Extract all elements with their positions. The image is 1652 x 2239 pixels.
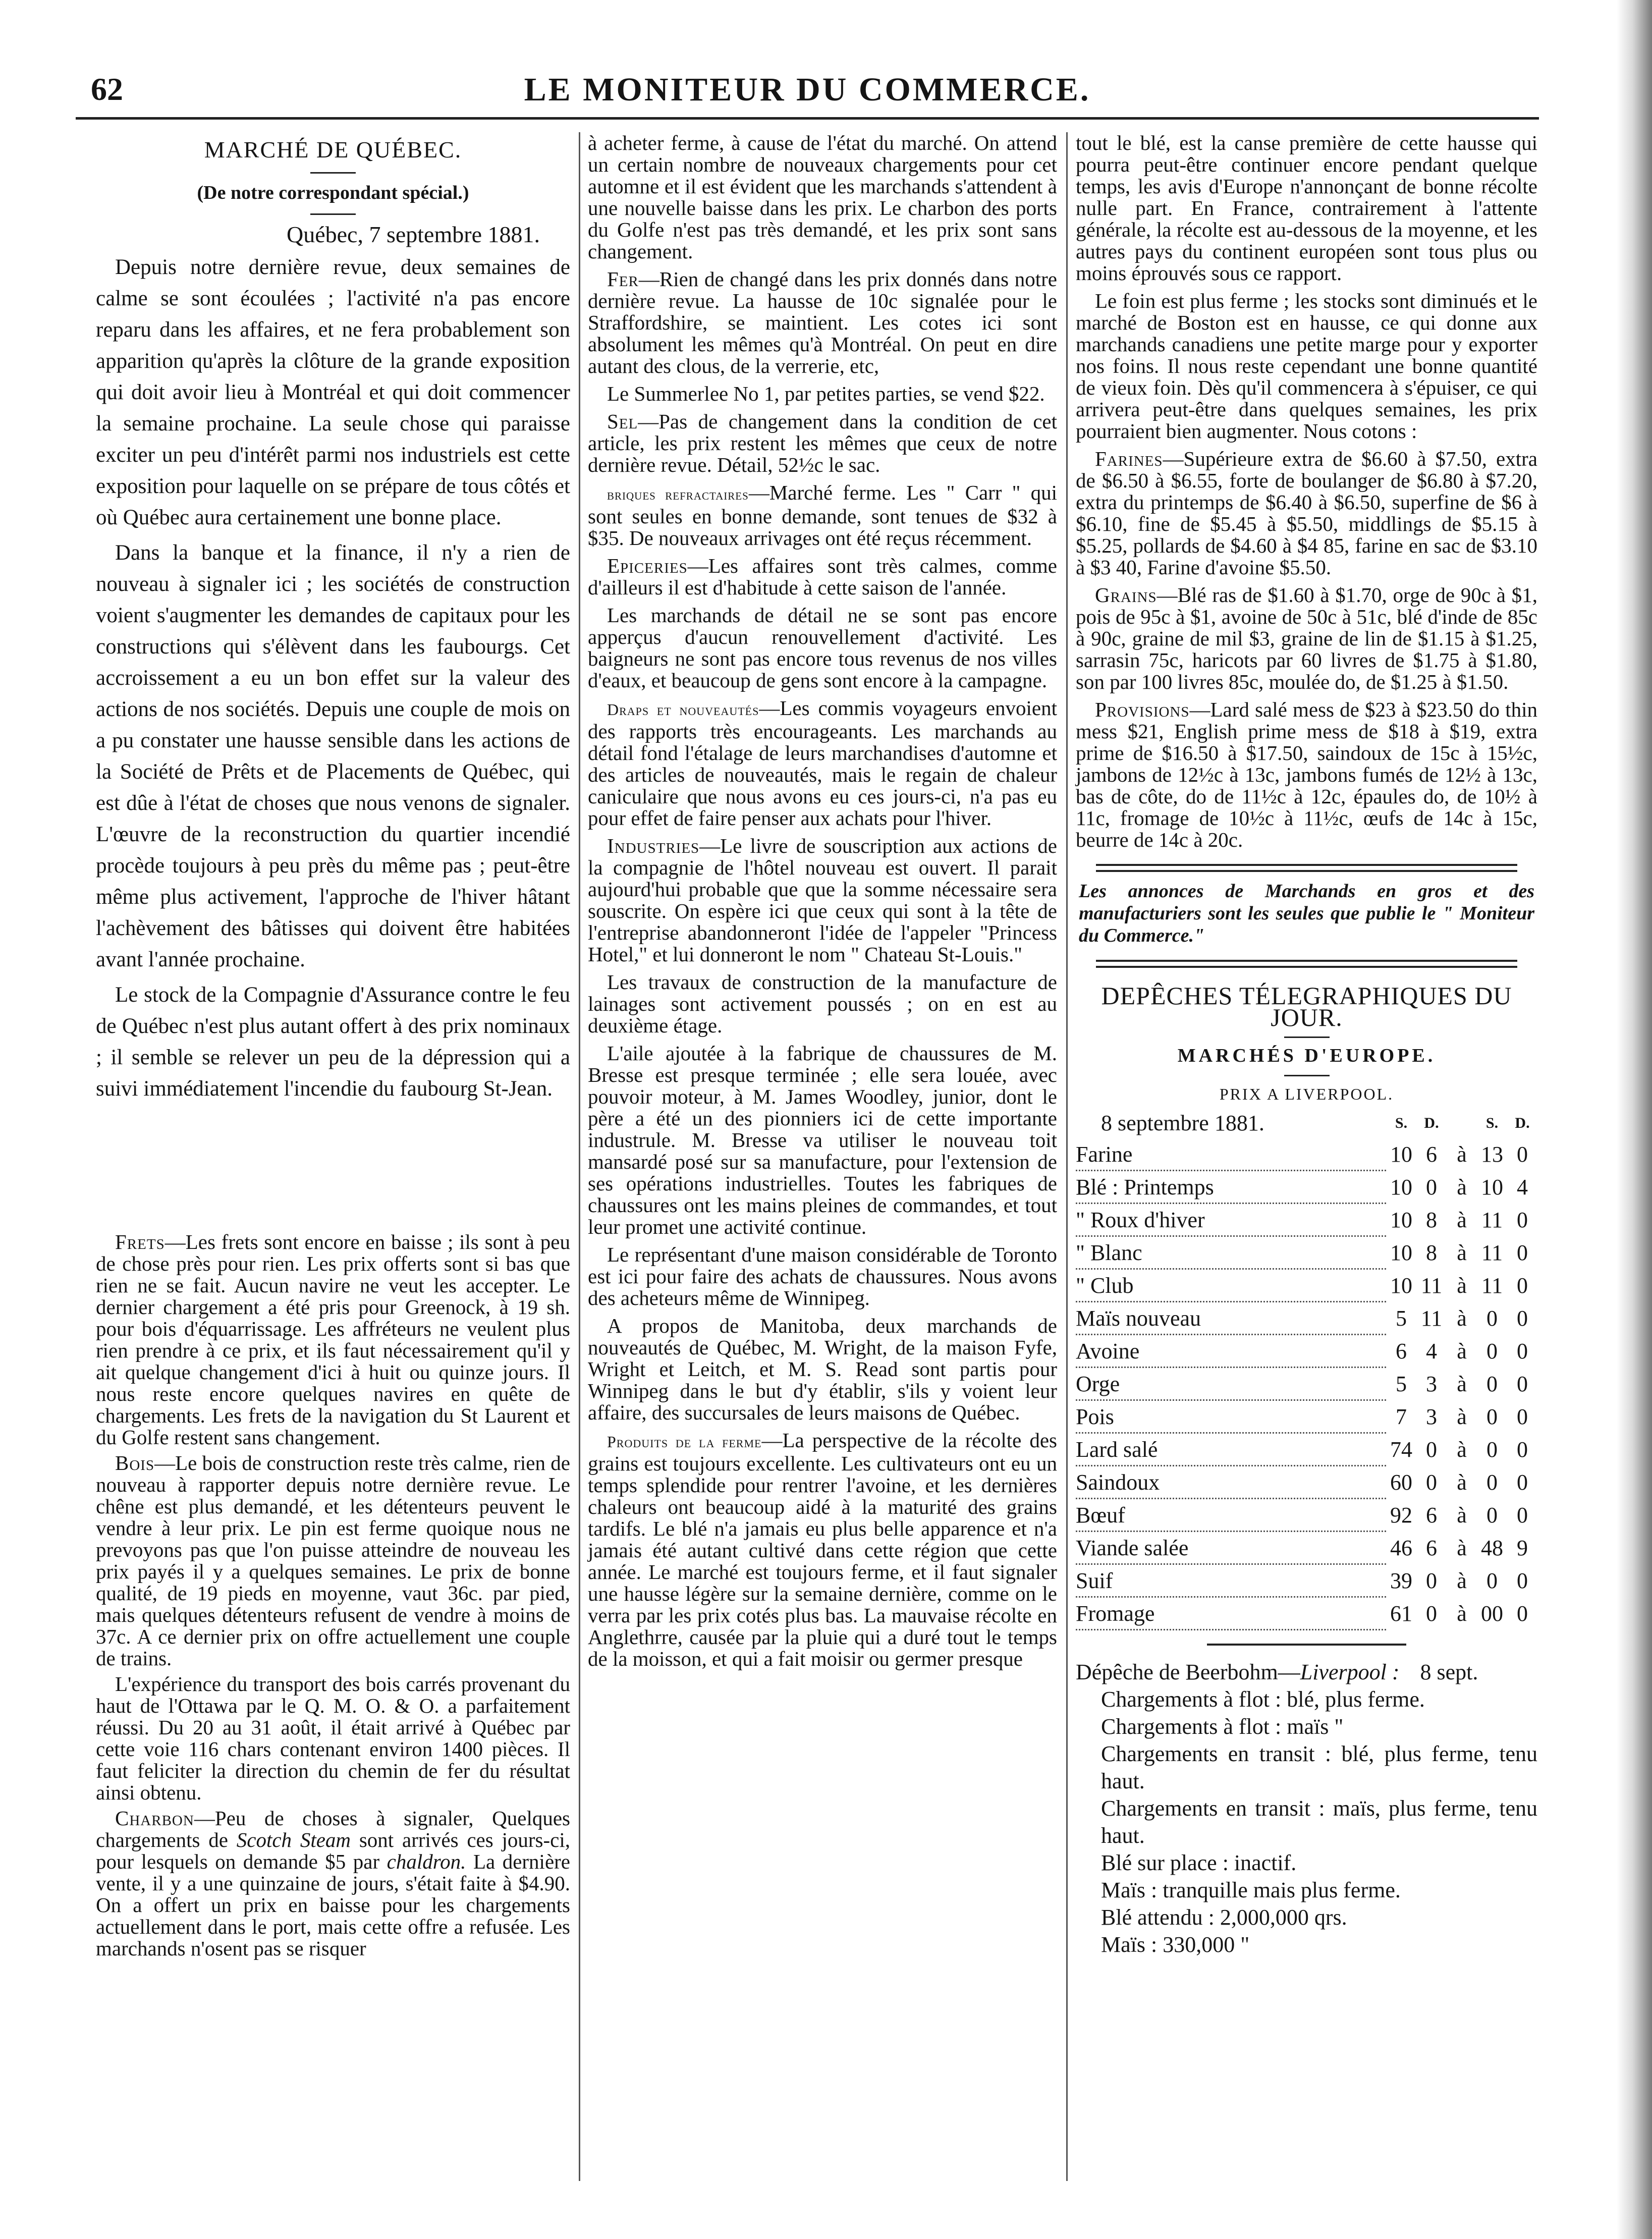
section-text: La dernière vente, il y a une quinzaine de jours, s'était faite à $4.90. On a offert un prix en baisse pour les chargements actuellement dans le port, mais cette offre a refusée. Les marchands n'osent pas se risquer [96, 1850, 570, 1960]
paragraph-provisions [1076, 699, 1537, 851]
price-pence: 11 [1420, 1273, 1443, 1298]
short-rule [1207, 1644, 1406, 1646]
section-text: —Blé ras de $1.60 à $1.70, orge de 90c à $1, pois de 95c à $1, avoine de 50c à 51c, blé d'inde de 85c à 90c, graine de mil $3, graine de lin de $1.15 à $1.25, sarrasin 75c, haricots par 60 livres de $1.75 à $1.80, son par 100 livres 85c, moulée do, de $1.25 à $1.50. [1076, 583, 1537, 693]
article-subtitle: (De notre correspondant spécial.) [197, 182, 469, 203]
liverpool-prices-title: PRIX A LIVERPOOL. [1219, 1085, 1394, 1103]
price-separator: à [1457, 1371, 1467, 1396]
price-separator: à [1457, 1568, 1467, 1593]
price-shillings: 0 [1486, 1502, 1498, 1527]
price-row [1076, 1302, 1537, 1335]
commodity-name: Saindoux [1076, 1466, 1386, 1499]
price-shillings: 10 [1390, 1142, 1412, 1167]
price-shillings: 0 [1486, 1568, 1498, 1593]
price-shillings: 92 [1390, 1502, 1412, 1527]
section-text: —Pas de changement dans la condition de cet article, les prix restent les mêmes que ceux de notre dernière revue. Détail, 52½c le sac. [588, 410, 1057, 476]
price-pence: 8 [1426, 1207, 1437, 1232]
section-text: —Les affaires sont très calmes, comme d'ailleurs il est d'habitude à cette saison de l'année. [588, 554, 1057, 599]
price-pence: 6 [1426, 1502, 1437, 1527]
subtitle-rule [310, 213, 356, 215]
section-text: —Supérieure extra de $6.60 à $7.50, extra de $6.50 à $6.55, forte de boulanger de $6.80 à $7.20, extra du printemps de $6.40 à $6.50, superfine de $6 à $6.10, fine de $5.45 à $5.50, middlings de $5.15 à $5.25, pollards de $4.60 à $4 85, farine en sac de $3.10 à $3 40, Farine d'avoine $5.50. [1076, 447, 1537, 579]
paragraph-briques [588, 482, 1057, 549]
column-rule-2 [1066, 132, 1068, 2181]
section-head: Charbon [115, 1807, 194, 1830]
price-separator: à [1457, 1338, 1467, 1363]
section-head: Industries [607, 834, 700, 857]
price-separator: à [1457, 1142, 1467, 1167]
commodity-name: Suif [1076, 1564, 1386, 1597]
section-head: Grains [1095, 583, 1157, 607]
section-head: Fer [607, 267, 639, 291]
dispatch-heading: Dépêche de Beerbohm—Liverpool : 8 sept. [1076, 1660, 1478, 1684]
section-text: —La perspective de la récolte des grains est toujours excellente. Les cultivateurs ont eu un temps splendide pour rentrer l'avoine, et les dernières chaleurs ont beaucoup aidé à la maturité des grains tardifs. Le blé n'a jamais eu plus belle apparence et n'a jamais été autant cultivé dans cette région que cette année. Le marché est toujours ferme, et il faut signaler une hausse légère sur la semaine dernière, comme on le verra par les prix cotés plus bas. La mauvaise récolte en Anglethrre, causée par la pluie qui a duré tout le temps de la moisson, et qui a fait moisir ou germer presque [588, 1429, 1057, 1670]
price-pence: 0 [1517, 1273, 1528, 1298]
title-rule [310, 172, 356, 174]
europe-markets-title: MARCHÉS D'EUROPE. [1177, 1045, 1436, 1066]
section-text: —Le bois de construction reste très calme, rien de nouveau à rapporter depuis notre dernière revue. Le chêne est plus demandé, et les détenteurs peuvent le vendre à leur prix. Le pin est ferme quoique nous ne prevoyons pas que l'on puisse atteindre de nouveau les prix payés il y a quelques semaines. Le prix de bonne qualité, de 19 pieds en moyenne, vaut 36c. par pied, mais quelques détenteurs refusent de vendre à moins de 37c. A ce dernier prix on offre actuellement une couple de trains. [96, 1451, 570, 1670]
price-pence: 6 [1426, 1535, 1437, 1560]
section-text: —Les commis voyageurs envoient des rapports très encourageants. Les marchands au détail fond l'étalage de leurs marchandises d'automne et des articles de nouveautés, mais le regain de chaleur caniculaire que nous avons eu ces jours-ci, n'a pas eu pour effet de faire penser aux achats pour l'hiver. [588, 696, 1057, 830]
dispatch-line: Blé attendu : 2,000,000 qrs. [1101, 1905, 1347, 1930]
dispatch-line: Chargements à flot : blé, plus ferme. [1101, 1687, 1425, 1712]
price-separator: à [1457, 1174, 1467, 1199]
price-pence: 3 [1426, 1404, 1437, 1429]
paragraph: Le représentant d'une maison considérable de Toronto est ici pour faire des achats de chaussures. Nous avons des acheteurs même de Winnipeg. [588, 1243, 1057, 1309]
paragraph: A propos de Manitoba, deux marchands de nouveautés de Québec, M. Wright, de la maison Fyfe, Wright et Leitch, et M. S. Read sont partis pour Winnipeg dans le but d'y établir, s'ils y voient leur affaire, des succursales de leurs maisons de Québec. [588, 1314, 1057, 1424]
price-shillings: 0 [1486, 1371, 1498, 1396]
price-separator: à [1457, 1469, 1467, 1495]
italic-text: Scotch Steam [236, 1828, 351, 1851]
price-shillings: 10 [1390, 1240, 1412, 1265]
price-separator: à [1457, 1601, 1467, 1626]
paragraph-sel [588, 411, 1057, 476]
price-row [1076, 1236, 1537, 1269]
section-head: Frets [115, 1230, 165, 1253]
price-pence: 11 [1420, 1305, 1443, 1331]
price-pence: 0 [1517, 1371, 1528, 1396]
italic-text: chaldron. [387, 1850, 466, 1873]
commodity-name: Avoine [1076, 1335, 1386, 1368]
price-pence: 0 [1517, 1240, 1528, 1265]
price-shillings: 13 [1481, 1142, 1503, 1167]
price-row [1076, 1138, 1537, 1171]
commodity-name: Maïs nouveau [1076, 1302, 1386, 1335]
price-row [1076, 1532, 1537, 1564]
double-rule [1096, 864, 1517, 872]
dispatch-line: Blé sur place : inactif. [1101, 1850, 1297, 1875]
commodity-name: Farine [1076, 1138, 1386, 1171]
price-pence: 0 [1426, 1174, 1437, 1199]
column-header: D. [1424, 1114, 1439, 1131]
price-table [1076, 1107, 1537, 1630]
column-header: S. [1485, 1114, 1499, 1131]
section-head: briques refractaires [607, 486, 749, 503]
dispatch-line: Maïs : 330,000 " [1101, 1932, 1250, 1957]
price-pence: 0 [1517, 1207, 1528, 1232]
price-shillings: 0 [1486, 1338, 1498, 1363]
price-row [1076, 1269, 1537, 1302]
price-pence: 0 [1517, 1305, 1528, 1331]
price-shillings: 5 [1396, 1371, 1407, 1396]
price-row [1076, 1171, 1537, 1204]
price-pence: 4 [1426, 1338, 1437, 1363]
price-shillings: 7 [1396, 1404, 1407, 1429]
price-shillings: 11 [1481, 1240, 1503, 1265]
paragraph-frets [96, 1231, 570, 1448]
column-1-lower [96, 1231, 570, 1963]
section-text: —Le livre de souscription aux actions de la compagnie de l'hôtel nouveau est ouvert. Il parait aujourd'hui probable que que la somme nécessaire sera souscrite. On espère ici que ceux qui sont à la tête de l'entreprise abandonneront l'idée de l'appeler "Princess Hotel," et lui donneront le nom " Chateau St-Louis." [588, 834, 1057, 966]
double-rule [1096, 960, 1517, 968]
price-row [1076, 1335, 1537, 1368]
price-pence: 0 [1426, 1568, 1437, 1593]
paragraph-fer [588, 268, 1057, 377]
commodity-name: Bœuf [1076, 1499, 1386, 1532]
section-rule [1284, 1036, 1330, 1038]
paragraph: L'expérience du transport des bois carrés provenant du haut de l'Ottawa par le Q. M. O. & O. a parfaitement réussi. Du 20 au 31 août, il était arrivé à Québec par cette voie 116 chars contenant environ 1400 pièces. Il faut feliciter la direction du chemin de fer du résultat ainsi obtenu. [96, 1672, 570, 1804]
section-text: sont arrivés ces jours-ci, pour lesquels on demande $5 par [96, 1828, 570, 1873]
price-shillings: 10 [1481, 1174, 1503, 1199]
commodity-name: " Roux d'hiver [1076, 1204, 1386, 1236]
price-shillings: 11 [1481, 1207, 1503, 1232]
paragraph: Le Summerlee No 1, par petites parties, se vend $22. [607, 382, 1045, 405]
price-shillings: 5 [1396, 1305, 1407, 1331]
section-head: Farines [1095, 447, 1163, 470]
price-row [1076, 1597, 1537, 1630]
commodity-name: " Blanc [1076, 1236, 1386, 1269]
section-head: Produits de la ferme [607, 1433, 762, 1451]
price-table-header [1076, 1107, 1537, 1138]
section-head: Provisions [1095, 698, 1190, 721]
price-separator: à [1457, 1535, 1467, 1560]
price-pence: 8 [1426, 1240, 1437, 1265]
section-head: Draps et nouveautés [607, 700, 759, 719]
price-row [1076, 1499, 1537, 1532]
commodity-name: " Club [1076, 1269, 1386, 1302]
price-pence: 0 [1517, 1142, 1528, 1167]
paragraph-grains [1076, 584, 1537, 693]
section-text: —Les frets sont encore en baisse ; ils sont à peu de chose près pour rien. Les prix offerts sont si bas que rien ne se fait. Aucun navire ne veut les accepter. Le dernier chargement a été pris pour Greenock, à 19 sh. pour bois d'équarrissage. Les affréteurs ne veulent plus rien prendre à ce prix, et ils faut nécessairement qu'il y ait quelque changement d'ici à huit ou quinze jours. Il nous reste encore quelques navires en quête de chargements. Les frets de la navigation du St Laurent et du Golfe restent sans changement. [96, 1230, 570, 1449]
paragraph: Le foin est plus ferme ; les stocks sont diminués et le marché de Boston est en hausse, ce qui donne aux marchands canadiens une petite marge pour y exporter nos foins. Il nous reste cependant une bonne quantité de vieux foin. Dès qu'il commencera à s'épuiser, ce qui arrivera peut-être dans quelques semaines, les prix pourraient bien augmenter. Nous cotons : [1076, 289, 1537, 443]
price-shillings: 10 [1390, 1273, 1412, 1298]
price-row [1076, 1466, 1537, 1499]
price-pence: 0 [1517, 1502, 1528, 1527]
page-number: 62 [91, 71, 123, 107]
price-shillings: 60 [1390, 1469, 1412, 1495]
paragraph: à acheter ferme, à cause de l'état du marché. On attend un certain nombre de nouveaux chargements pour cet automne et il est évident que les marchands s'attendent à une nouvelle baisse dans les prix. Le charbon des ports du Golfe n'est pas très demandé, et les prix sont sans changement. [588, 131, 1057, 263]
column-rule-1 [579, 132, 580, 2181]
price-pence: 0 [1517, 1601, 1528, 1626]
price-separator: à [1457, 1240, 1467, 1265]
column-header: D. [1515, 1114, 1530, 1131]
dispatch-line: Chargements en transit : blé, plus ferme, tenu haut. [1101, 1741, 1537, 1793]
price-shillings: 10 [1390, 1207, 1412, 1232]
price-row [1076, 1433, 1537, 1466]
paragraph-farines [1076, 448, 1537, 578]
header-rule [76, 117, 1539, 120]
price-pence: 0 [1426, 1437, 1437, 1462]
masthead: LE MONITEUR DU COMMERCE. [524, 71, 1091, 108]
column-2 [588, 132, 1057, 1676]
price-shillings: 6 [1396, 1338, 1407, 1363]
paragraph-bois [96, 1452, 570, 1669]
price-shillings: 39 [1390, 1568, 1412, 1593]
price-pence: 0 [1426, 1469, 1437, 1495]
beerbohm-dispatch [1076, 1659, 1537, 1958]
paragraph-charbon [96, 1808, 570, 1959]
price-pence: 0 [1517, 1568, 1528, 1593]
price-pence: 0 [1517, 1437, 1528, 1462]
commodity-name: Orge [1076, 1368, 1386, 1400]
price-shillings: 0 [1486, 1305, 1498, 1331]
price-separator: à [1457, 1207, 1467, 1232]
paragraph-draps [588, 697, 1057, 829]
price-separator: à [1457, 1305, 1467, 1331]
price-date: 8 septembre 1881. [1101, 1110, 1264, 1135]
commodity-name: Blé : Printemps [1076, 1171, 1386, 1204]
section-text: —Peu de choses à signaler, Quelques chargements de [96, 1807, 570, 1851]
section-text: —Rien de changé dans les prix donnés dans notre dernière revue. La hausse de 10c signalée pour le Straffordshire, se maintient. Les cotes ici sont absolument les mêmes qu'à Montréal. On peut en dire autant des clous, de la verrerie, etc, [588, 267, 1057, 377]
section-head: Bois [115, 1451, 155, 1475]
price-separator: à [1457, 1273, 1467, 1298]
price-shillings: 0 [1486, 1437, 1498, 1462]
price-pence: 4 [1517, 1174, 1528, 1199]
page-header [76, 66, 1539, 121]
price-row [1076, 1564, 1537, 1597]
price-separator: à [1457, 1404, 1467, 1429]
scan-edge-shadow [1617, 0, 1652, 2239]
paragraph-produits [588, 1430, 1057, 1670]
price-shillings: 61 [1390, 1601, 1412, 1626]
paragraph-epiceries [588, 555, 1057, 598]
column-3 [1076, 132, 1537, 1958]
price-separator: à [1457, 1437, 1467, 1462]
price-pence: 0 [1426, 1601, 1437, 1626]
column-header: S. [1395, 1114, 1408, 1131]
price-shillings: 74 [1390, 1437, 1412, 1462]
commodity-name: Viande salée [1076, 1532, 1386, 1564]
section-text: —Lard salé mess de $23 à $23.50 do thin mess $21, English prime mess de $18 à $19, extra prime de $16.50 à $17.50, saindoux de 15c à 15½c, jambons de 12½c à 13c, jambons fumés de 12½ à 13c, bas de côte, do de 11½c à 12c, épaules do, de 10½ à 11c, fromage de 10½c à 11½c, œufs de 14c à 15c, beurre de 14c à 20c. [1076, 698, 1537, 851]
section-head: Sel [607, 410, 638, 433]
price-shillings: 00 [1481, 1601, 1503, 1626]
price-pence: 3 [1426, 1371, 1437, 1396]
price-shillings: 11 [1481, 1273, 1503, 1298]
price-pence: 0 [1517, 1404, 1528, 1429]
price-pence: 9 [1517, 1535, 1528, 1560]
article-title: MARCHÉ DE QUÉBEC. [204, 137, 462, 162]
paragraph: Les marchands de détail ne se sont pas encore apperçus d'aucun renouvellement d'activité. Les baigneurs ne sont pas encore tous revenus de nos villes d'eaux, et beaucoup de gens sont encore à la campagne. [588, 604, 1057, 692]
dispatch-lines [1076, 1686, 1537, 1958]
price-row [1076, 1400, 1537, 1433]
section-head: Epiceries [607, 554, 688, 577]
advertising-notice: Les annonces de Marchands en gros et des manufacturiers sont les seules que publie le " Moniteur du Commerce." [1079, 881, 1534, 946]
price-shillings: 10 [1390, 1174, 1412, 1199]
price-shillings: 48 [1481, 1535, 1503, 1560]
price-row [1076, 1204, 1537, 1236]
price-shillings: 0 [1486, 1404, 1498, 1429]
telegraph-title: DEPÊCHES TÉLEGRAPHIQUES DU JOUR. [1101, 981, 1512, 1031]
paragraph: Le stock de la Compagnie d'Assurance contre le feu de Québec n'est plus autant offert à des prix nominaux ; il semble se relever un peu de la dépression qui a suivi immédiatement l'incendie du faubourg St-Jean. [96, 983, 570, 1101]
commodity-name: Pois [1076, 1400, 1386, 1433]
commodity-name: Fromage [1076, 1597, 1386, 1630]
paragraph-industries [588, 835, 1057, 965]
dispatch-line: Chargements en transit : maïs, plus ferme, tenu haut. [1101, 1796, 1537, 1848]
commodity-name: Lard salé [1076, 1433, 1386, 1466]
dispatch-line: Maïs : tranquille mais plus ferme. [1101, 1878, 1401, 1902]
dispatch-line: Chargements à flot : maïs " [1101, 1714, 1344, 1739]
price-shillings: 46 [1390, 1535, 1412, 1560]
price-shillings: 0 [1486, 1469, 1498, 1495]
price-separator: à [1457, 1502, 1467, 1527]
section-rule [1284, 1075, 1330, 1076]
price-pence: 6 [1426, 1142, 1437, 1167]
price-pence: 0 [1517, 1338, 1528, 1363]
paragraph: tout le blé, est la canse première de cette hausse qui pourra peut-être continuer encore pendant quelque temps, les avis d'Europe n'annonçant de bonne récolte nulle part. En France, contrairement à l'attente générale, la récolte est au-dessous de la moyenne, et les autres pays du continent européen sont tous plus ou moins éprouvés sous ce rapport. [1076, 131, 1537, 285]
paragraph: Depuis notre dernière revue, deux semaines de calme se sont écoulées ; l'activité n'a pas encore reparu dans les affaires, et ne fera probablement son apparition qu'après la clôture de la grande exposition qui doit avoir lieu à Montréal et qui doit commencer la semaine prochaine. La seule chose qui paraisse exciter un peu d'intérêt parmi nos industriels est cette exposition pour laquelle on se prépare de tous côtés et où Québec aura certainement une bonne place. [96, 255, 570, 529]
dateline: Québec, 7 septembre 1881. [286, 222, 540, 247]
price-pence: 0 [1517, 1469, 1528, 1495]
paragraph: Les travaux de construction de la manufacture de lainages sont activement poussés ; on en est au deuxième étage. [588, 970, 1057, 1037]
column-1 [96, 132, 570, 1109]
price-row [1076, 1368, 1537, 1400]
paragraph: Dans la banque et la finance, il n'y a rien de nouveau à signaler ici ; les sociétés de construction voient s'augmenter les demandes de capitaux pour les constructions qui s'élèvent dans les faubourgs. Cet accroissement a eu un bon effet sur la valeur des actions de nos sociétés. Depuis une couple de mois on a pu constater une hausse sensible dans les actions de la Société de Prêts et de Placements de Québec, qui est dûe à l'état de choses que nous venons de signaler. L'œuvre de la reconstruction du quartier incendié procède toujours à peu près du même pas ; peut-être même plus activement, l'approche de l'hiver hâtant l'achèvement des bâtisses qui doivent être habitées avant l'année prochaine. [96, 541, 570, 971]
section-text: —Marché ferme. Les " Carr " qui sont seules en bonne demande, sont tenues de $32 à $35. De nouveaux arrivages ont été reçus récemment. [588, 481, 1057, 550]
paragraph: L'aile ajoutée à la fabrique de chaussures de M. Bresse est presque terminée ; elle sera louée, avec pouvoir moteur, à M. James Woodley, junior, dont le père a été un des pionniers ici de cette importante industrule. M. Bresse va utiliser le nouveau toit mansardé posé sur sa manufacture, pour l'extension de ses opérations industrielles. Toutes les fabriques de chaussures ont les mains pleines de commandes, et tout leur promet une activité continue. [588, 1042, 1057, 1238]
price-rows [1076, 1138, 1537, 1630]
